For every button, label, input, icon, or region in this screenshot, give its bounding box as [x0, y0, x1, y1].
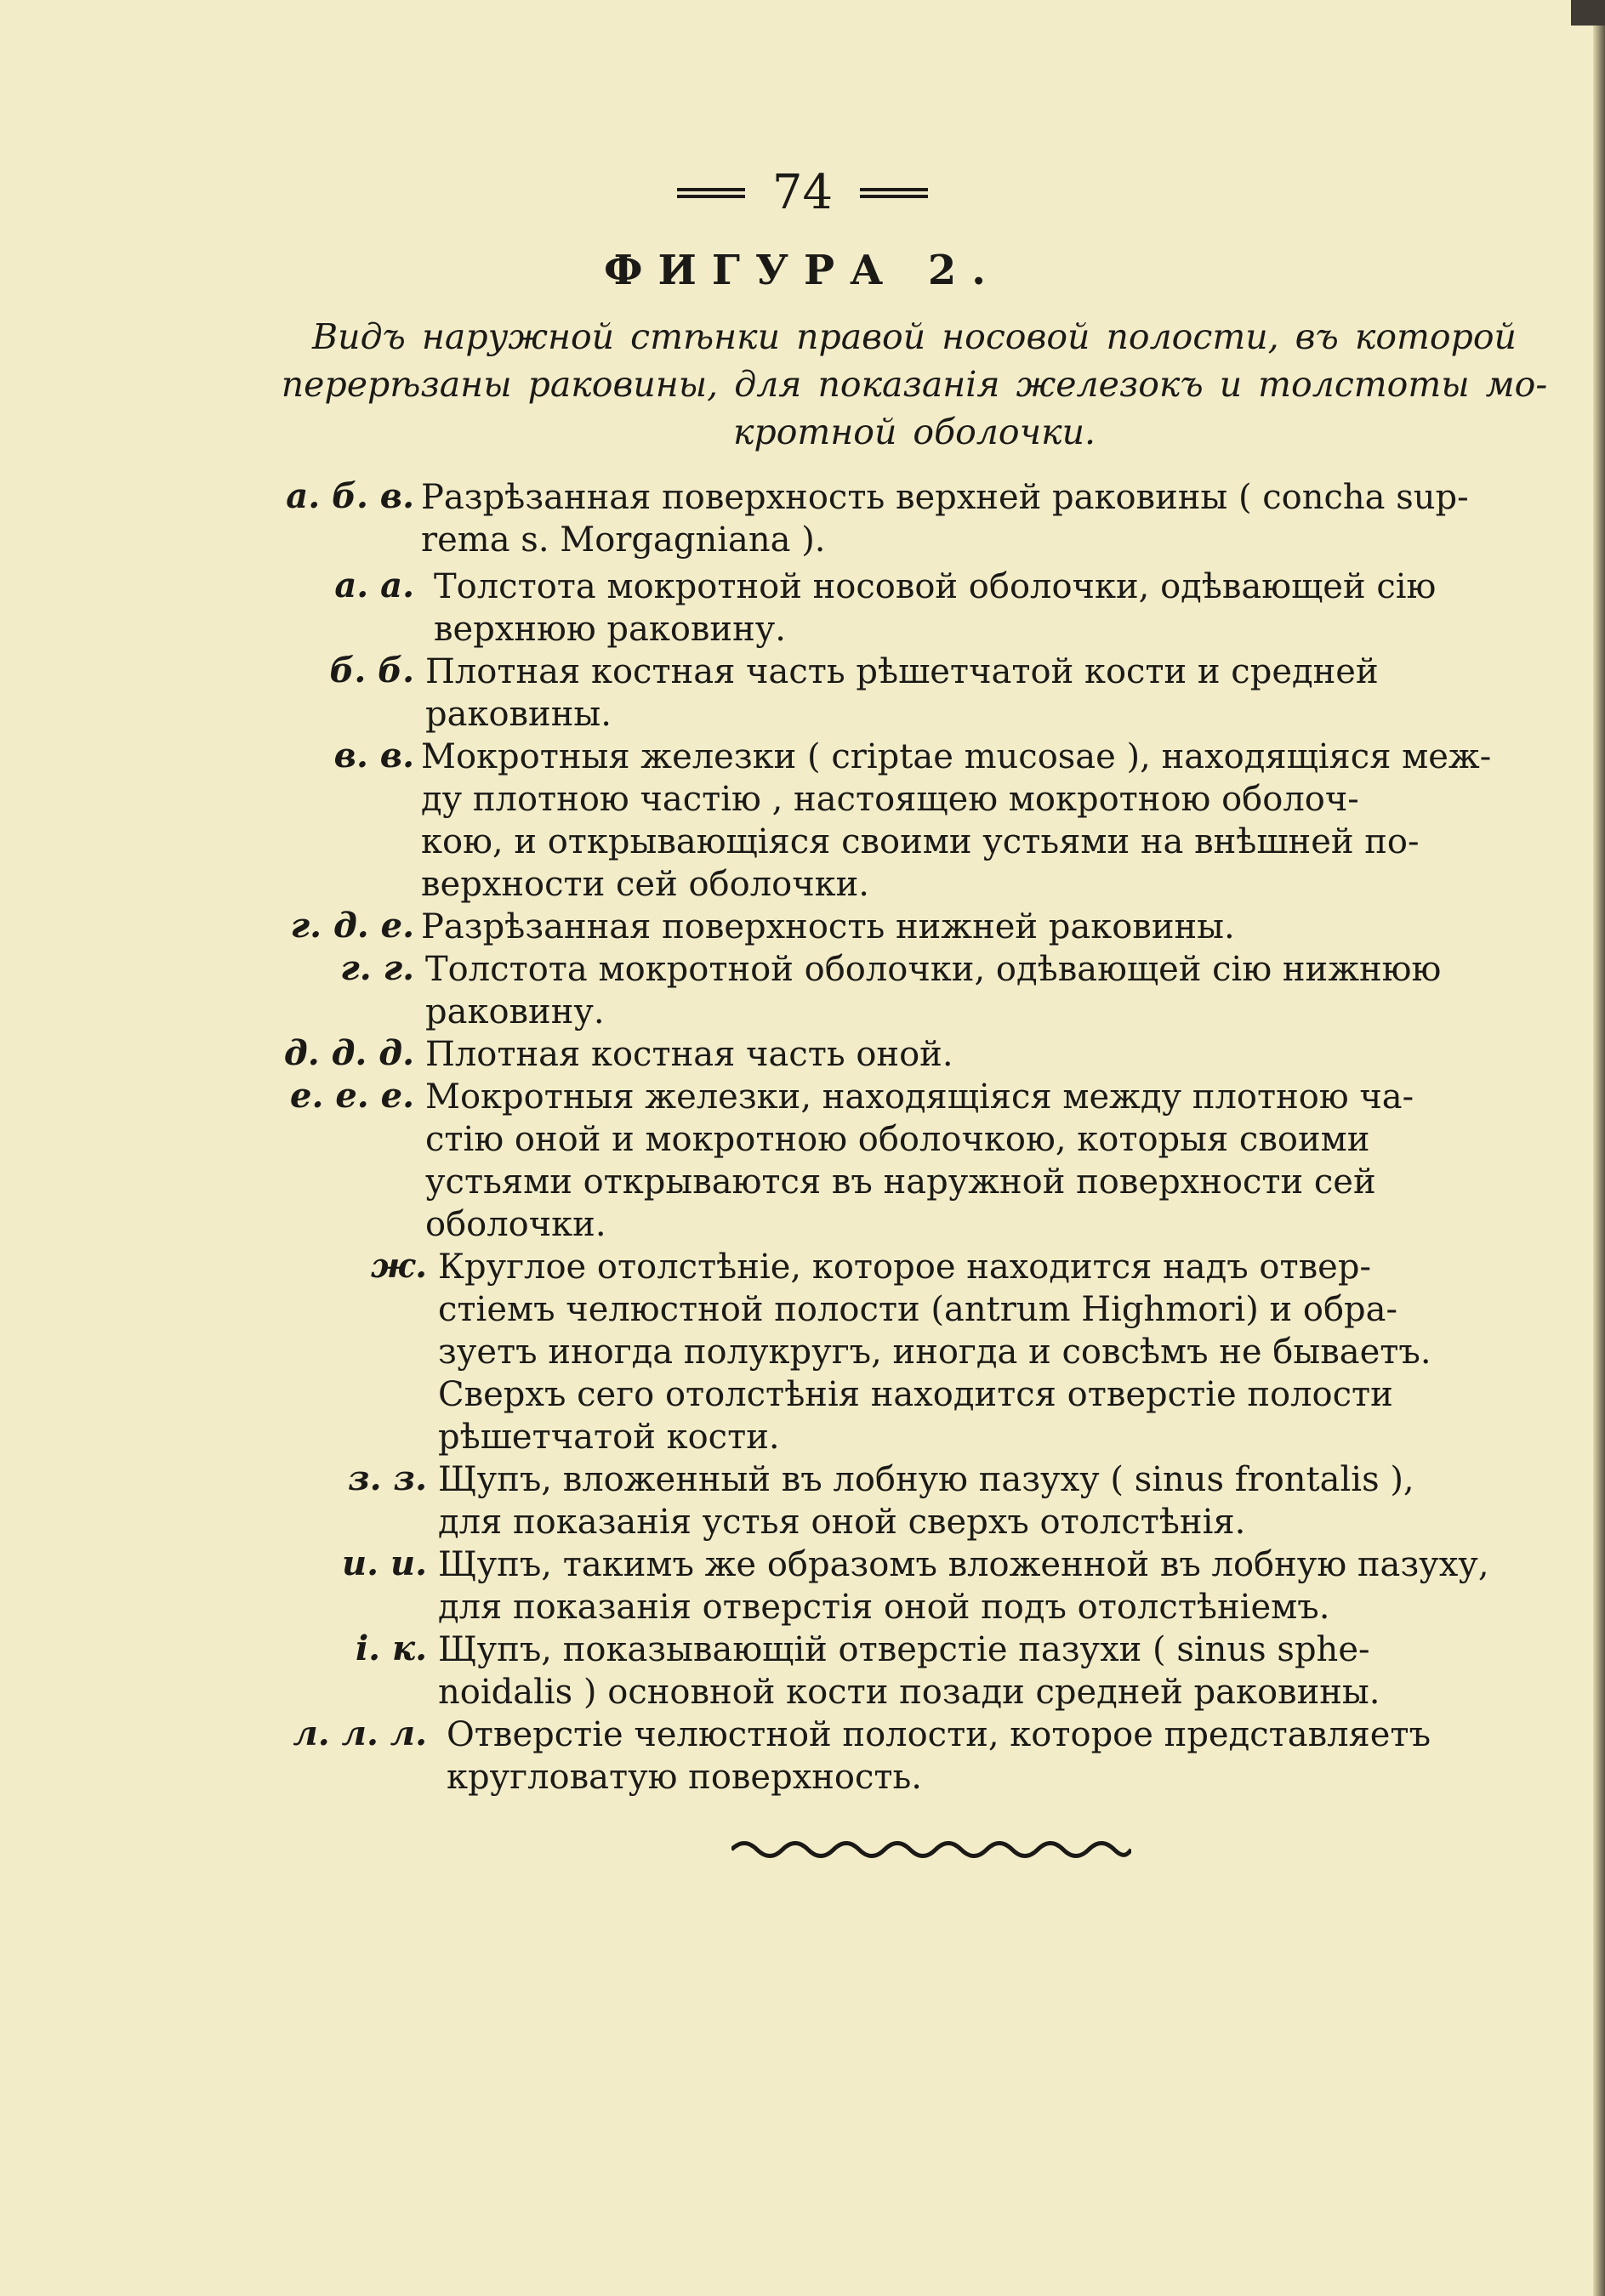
- legend-text: [438, 1246, 1578, 1458]
- legend-line: верхности сей оболочки.: [421, 865, 870, 904]
- legend-text: [438, 1543, 1578, 1628]
- legend-line: Плотная костная часть рѣшетчатой кости и средней: [425, 652, 1379, 691]
- legend-line: кругловатую поверхность.: [447, 1758, 923, 1797]
- legend-line: стіемъ челюстной полости (antrum Highmori) и обра-: [438, 1290, 1398, 1329]
- page-number: 74: [771, 164, 834, 220]
- legend-line: ду плотною частію , настоящею мокротною оболоч-: [421, 780, 1359, 819]
- legend-line: оболочки.: [425, 1205, 606, 1244]
- legend-line: рѣшетчатой кости.: [438, 1418, 780, 1457]
- caption-line: кротной оболочки.: [732, 412, 1096, 452]
- legend-text: [447, 1713, 1578, 1799]
- legend-text: [421, 736, 1565, 906]
- legend-line: раковины.: [425, 695, 612, 734]
- legend-line: верхнюю раковину.: [434, 610, 787, 649]
- legend-text: [425, 1033, 1569, 1076]
- header-rule-left: [677, 188, 745, 198]
- legend-line: Мокротныя железки ( criptae mucosae ), находящіяся меж-: [421, 737, 1492, 776]
- legend-key: и. и.: [342, 1543, 427, 1583]
- legend-line: rema s. Morgagniana ).: [421, 520, 826, 560]
- legend-key: г. д. е.: [290, 906, 414, 946]
- legend-line: noidalis ) основной кости позади средней раковины.: [438, 1673, 1380, 1712]
- legend-key: г. г.: [340, 948, 414, 988]
- legend-line: Сверхъ сего отолстѣнія находится отверстіе полости: [438, 1375, 1393, 1414]
- legend-line: Круглое отолстѣніе, которое находится надъ отвер-: [438, 1247, 1371, 1287]
- legend-line: для показанія устья оной сверхъ отолстѣнія.: [438, 1503, 1246, 1542]
- legend-line: Толстота мокротной носовой оболочки, одѣвающей сію: [434, 567, 1437, 606]
- legend-key: в. в.: [333, 736, 414, 776]
- legend-line: кою, и открывающіяся своими устьями на внѣшней по-: [421, 822, 1420, 861]
- legend-line: Плотная костная часть оной.: [425, 1035, 953, 1074]
- legend-line: Мокротныя железки, находящіяся между плотною ча-: [425, 1077, 1414, 1117]
- legend-line: Разрѣзанная поверхность нижней раковины.: [421, 907, 1235, 946]
- ornament-divider: [731, 1837, 1131, 1862]
- legend-line: Щупъ, такимъ же образомъ вложенной въ лобную пазуху,: [438, 1545, 1489, 1584]
- header-rule-right: [860, 188, 928, 198]
- legend-key: д. д. д.: [283, 1033, 414, 1073]
- legend-key: а. а.: [334, 565, 414, 605]
- legend-line: Разрѣзанная поверхность верхней раковины ( concha sup-: [421, 478, 1469, 517]
- legend-line: Отверстіе челюстной полости, которое представляетъ: [447, 1715, 1431, 1754]
- legend-text: [425, 948, 1569, 1033]
- legend-line: раковину.: [425, 992, 605, 1031]
- legend-text: [438, 1628, 1578, 1713]
- legend-text: [434, 565, 1578, 651]
- legend-text: [425, 651, 1569, 736]
- legend-key: а. б. в.: [286, 476, 414, 516]
- legend-line: для показанія отверстія оной подъ отолстѣніемъ.: [438, 1588, 1330, 1627]
- legend-line: Щупъ, вложенный въ лобную пазуху ( sinus frontalis ),: [438, 1460, 1414, 1499]
- legend-text: [421, 906, 1565, 948]
- page-header: [0, 164, 1605, 220]
- legend-key: л. л. л.: [293, 1713, 427, 1753]
- legend-line: Толстота мокротной оболочки, одѣвающей сію нижнюю: [425, 950, 1442, 989]
- page-edge: [1593, 0, 1605, 2296]
- legend-line: Щупъ, показывающій отверстіе пазухи ( sinus sphe-: [438, 1630, 1370, 1669]
- legend-key: ж.: [370, 1246, 427, 1286]
- legend-line: стію оной и мокротною оболочкою, которыя своими: [425, 1120, 1370, 1159]
- legend-key: е. е. е.: [290, 1076, 414, 1116]
- figure-title: ФИГУРА 2.: [604, 247, 1001, 294]
- legend-line: устьями открываются въ наружной поверхности сей: [425, 1162, 1376, 1202]
- caption-line: Видъ наружной стѣнки правой носовой полости, въ которой: [312, 316, 1517, 357]
- caption-line: перерѣзаны раковины, для показанія железокъ и толстоты мо-: [281, 364, 1548, 405]
- legend-text: [425, 1076, 1569, 1246]
- legend-key: і. к.: [355, 1628, 427, 1668]
- legend-text: [438, 1458, 1578, 1543]
- figure-caption: [251, 313, 1578, 456]
- legend-line: зуетъ иногда полукругъ, иногда и совсѣмъ не бываетъ.: [438, 1333, 1431, 1372]
- legend-key: з. з.: [348, 1458, 427, 1498]
- legend-text: [421, 476, 1565, 561]
- legend-key: б. б.: [329, 651, 414, 691]
- page-corner-shadow: [1571, 0, 1605, 26]
